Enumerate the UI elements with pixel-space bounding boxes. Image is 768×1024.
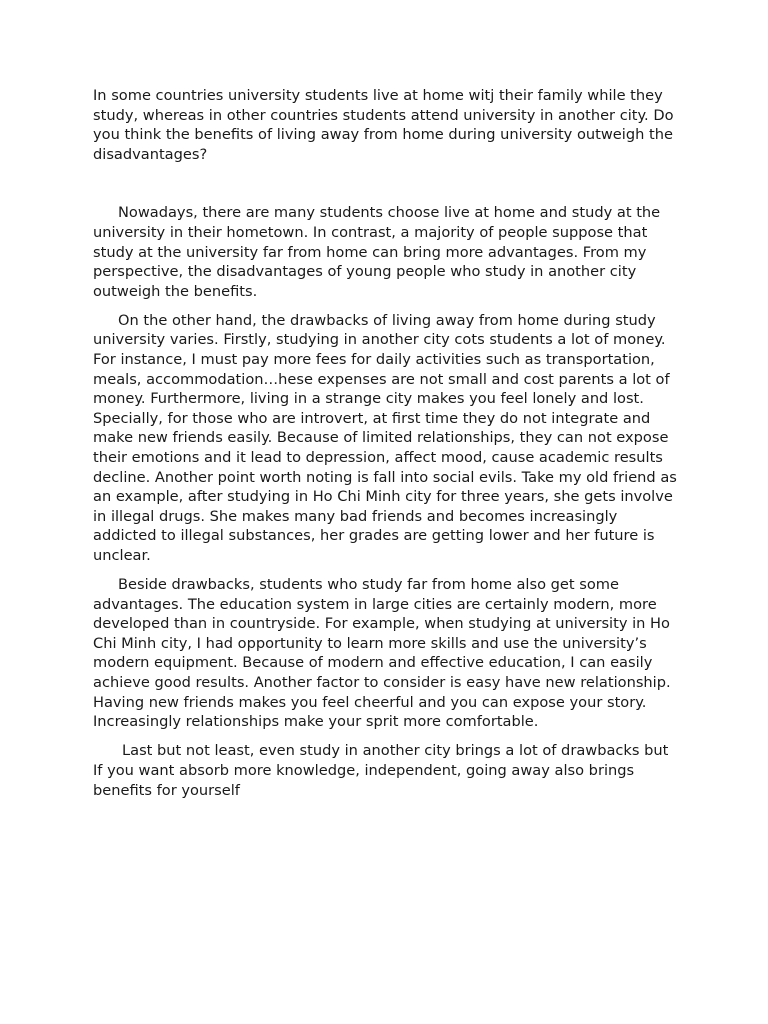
essay-body	[93, 86, 677, 800]
essay-paragraph-drawbacks: On the other hand, the drawbacks of living away from home during study university varies. Firstly, studying in another city cots students a lot of money. For instance, I must pay more fees for daily activities such as transportation, meals, accommodation…hese expenses are not small and cost parents a lot of money. Furthermore, living in a strange city makes you feel lonely and lost. Specially, for those who are introvert, at first time they do not integrate and make new friends easily. Because of limited relationships, they can not expose their emotions and it lead to depression, affect mood, cause academic results decline. Another point worth noting is fall into social evils. Take my old friend as an example, after studying in Ho Chi Minh city for three years, she gets involve in illegal drugs. She makes many bad friends and becomes increasingly addicted to illegal substances, her grades are getting lower and her future is unclear.	[93, 311, 677, 564]
essay-paragraph-advantages: Beside drawbacks, students who study far from home also get some advantages. The education system in large cities are certainly modern, more developed than in countryside. For example, when studying at university in Ho Chi Minh city, I had opportunity to learn more skills and use the university’s modern equipment. Because of modern and effective education, I can easily achieve good results. Another factor to consider is easy have new relationship. Having new friends makes you feel cheerful and you can expose your story. Increasingly relationships make your sprit more comfortable.	[93, 576, 671, 731]
essay-paragraph-conclusion: Last but not least, even study in another city brings a lot of drawbacks but If you want absorb more knowledge, independent, going away also brings benefits for yourself	[93, 742, 669, 799]
essay-paragraph-introduction: Nowadays, there are many students choose live at home and study at the university in their hometown. In contrast, a majority of people suppose that study at the university far from home can bring more advantages. From my perspective, the disadvantages of young people who study in another city outweigh the benefits.	[93, 204, 661, 300]
essay-prompt: In some countries university students live at home witj their family while they study, whereas in other countries students attend university in another city. Do you think the benefits of living away from home during university outweigh the disadvantages?	[93, 87, 674, 163]
